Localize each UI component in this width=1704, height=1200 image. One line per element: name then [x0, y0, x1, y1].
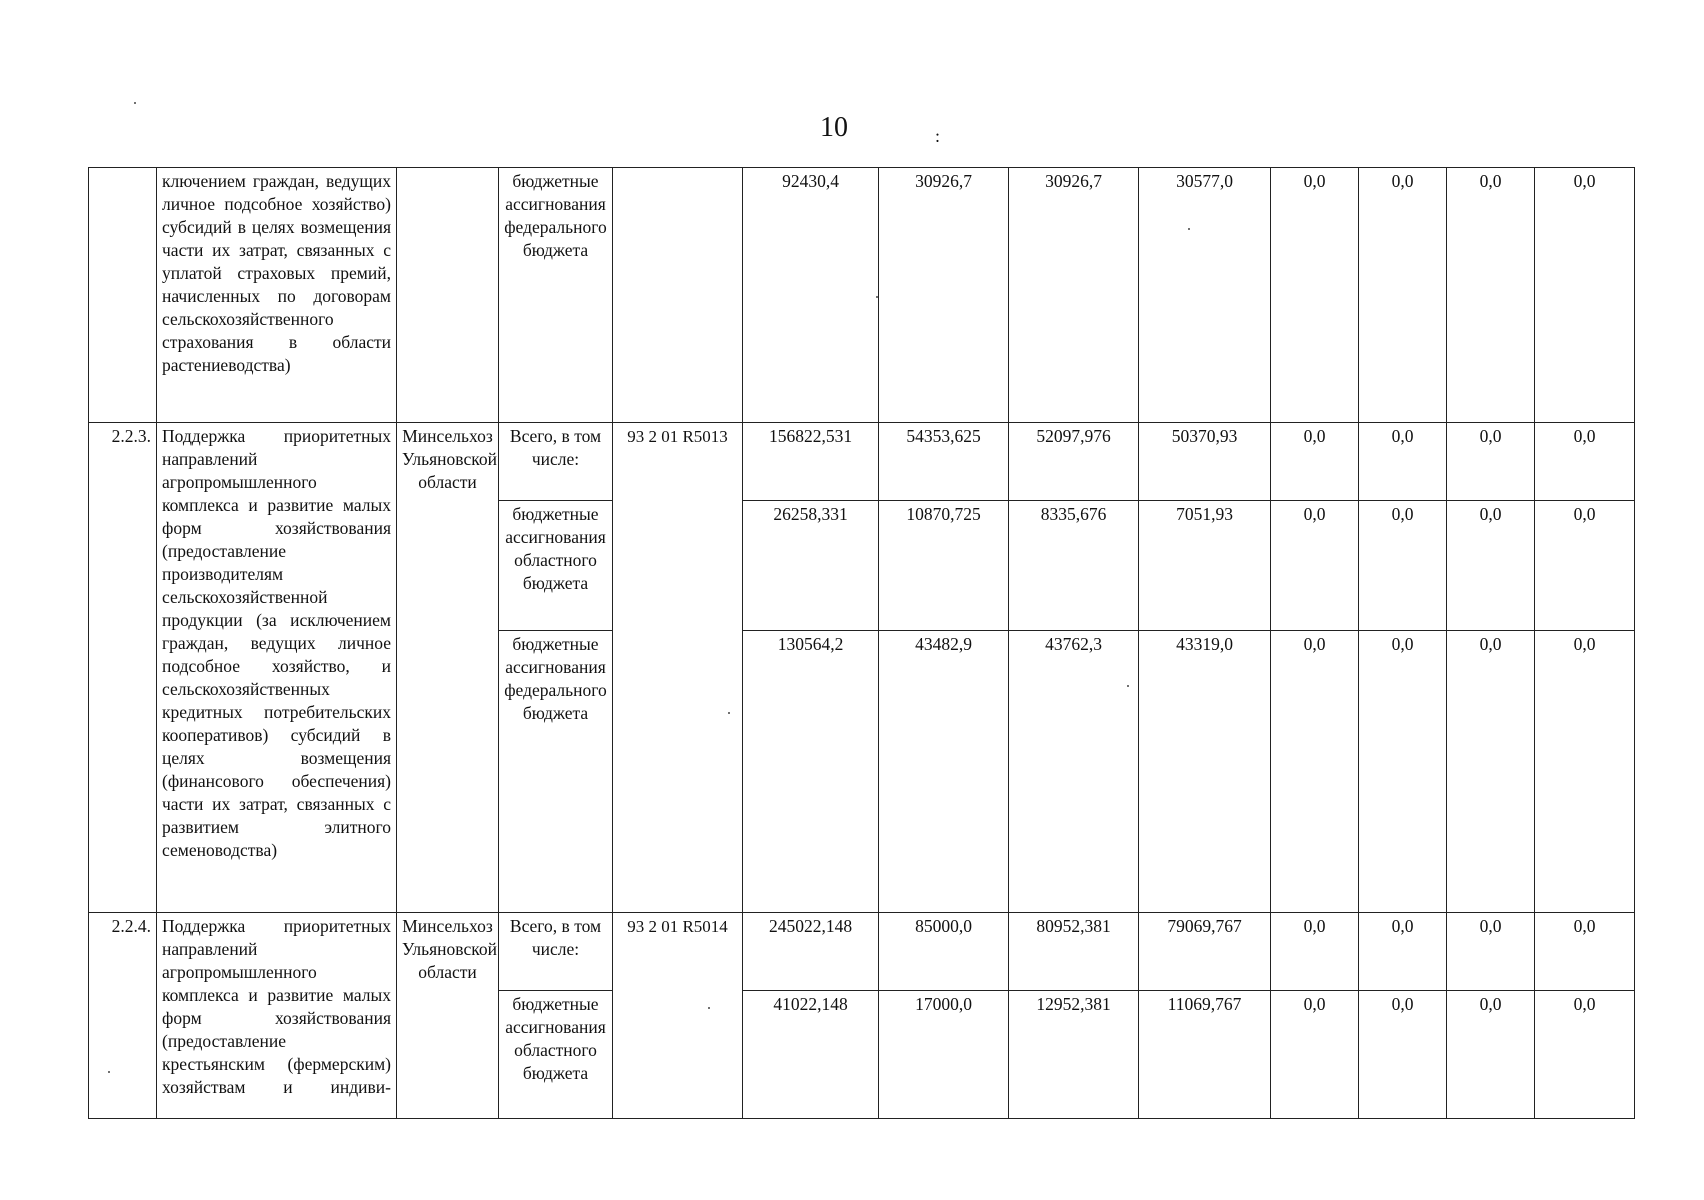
value-year-5: 0,0: [1359, 991, 1447, 1119]
funding-source: бюджетные ассигнования федерального бюджета: [499, 631, 613, 913]
value-total: 245022,148: [743, 913, 879, 991]
budget-code-cell: [613, 168, 743, 423]
value-year-2: 8335,676: [1009, 501, 1139, 631]
scan-mark: :: [935, 126, 941, 146]
value-total: 156822,531: [743, 423, 879, 501]
measure-description: ключением граждан, ведущих личное подсобное хозяйство) субсидий в целях возмещения части их затрат, связанных с уплатой страховых премий, начисленных по договорам сельскохозяйственного страхования в области растениеводства): [157, 168, 397, 423]
value-year-7: 0,0: [1535, 913, 1635, 991]
funding-source: бюджетные ассигнования областного бюджета: [499, 991, 613, 1119]
executor: Минсельхоз Ульяновской области: [397, 423, 499, 913]
value-year-4: 0,0: [1271, 501, 1359, 631]
budget-code: 93 2 01 R5013: [613, 423, 743, 913]
scan-speck: [134, 102, 136, 104]
value-year-5: 0,0: [1359, 168, 1447, 423]
value-year-7: 0,0: [1535, 168, 1635, 423]
value-year-4: 0,0: [1271, 631, 1359, 913]
value-year-1: 43482,9: [879, 631, 1009, 913]
value-year-2: 12952,381: [1009, 991, 1139, 1119]
value-year-6: 0,0: [1447, 168, 1535, 423]
value-year-6: 0,0: [1447, 913, 1535, 991]
budget-table: [88, 167, 1635, 1119]
value-year-6: 0,0: [1447, 423, 1535, 501]
value-year-1: 54353,625: [879, 423, 1009, 501]
value-year-7: 0,0: [1535, 423, 1635, 501]
value-year-2: 30926,7: [1009, 168, 1139, 423]
value-year-6: 0,0: [1447, 501, 1535, 631]
value-year-5: 0,0: [1359, 423, 1447, 501]
value-year-4: 0,0: [1271, 423, 1359, 501]
value-year-7: 0,0: [1535, 501, 1635, 631]
row-number: 2.2.3.: [89, 423, 157, 913]
value-year-7: 0,0: [1535, 631, 1635, 913]
value-year-2: 43762,3: [1009, 631, 1139, 913]
table-row: [89, 423, 1635, 501]
value-year-3: 50370,93: [1139, 423, 1271, 501]
value-year-6: 0,0: [1447, 631, 1535, 913]
value-year-4: 0,0: [1271, 913, 1359, 991]
value-year-3: 30577,0: [1139, 168, 1271, 423]
page-number: 10: [820, 112, 848, 143]
value-year-3: 7051,93: [1139, 501, 1271, 631]
value-total: 26258,331: [743, 501, 879, 631]
value-year-1: 30926,7: [879, 168, 1009, 423]
executor: Минсельхоз Ульяновской области: [397, 913, 499, 1119]
row-number: 2.2.4.: [89, 913, 157, 1119]
value-year-3: 43319,0: [1139, 631, 1271, 913]
value-year-1: 17000,0: [879, 991, 1009, 1119]
value-year-5: 0,0: [1359, 501, 1447, 631]
value-year-1: 10870,725: [879, 501, 1009, 631]
funding-source: бюджетные ассигнования областного бюджета: [499, 501, 613, 631]
value-total: 130564,2: [743, 631, 879, 913]
value-year-1: 85000,0: [879, 913, 1009, 991]
measure-description: Поддержка приоритетных направлений агропромышленного комплекса и развитие малых форм хозяйствования (предоставление крестьянским (фермерским) хозяйствам и индиви-: [157, 913, 397, 1119]
value-year-5: 0,0: [1359, 913, 1447, 991]
value-year-2: 52097,976: [1009, 423, 1139, 501]
value-year-3: 11069,767: [1139, 991, 1271, 1119]
value-year-4: 0,0: [1271, 991, 1359, 1119]
table-row: [89, 168, 1635, 423]
value-year-6: 0,0: [1447, 991, 1535, 1119]
budget-code: 93 2 01 R5014: [613, 913, 743, 1119]
value-total: 41022,148: [743, 991, 879, 1119]
funding-source: бюджетные ассигнования федерального бюджета: [499, 168, 613, 423]
table-row: [89, 913, 1635, 991]
funding-source: Всего, в том числе:: [499, 423, 613, 501]
executor-cell: [397, 168, 499, 423]
value-total: 92430,4: [743, 168, 879, 423]
value-year-7: 0,0: [1535, 991, 1635, 1119]
row-number-cell: [89, 168, 157, 423]
value-year-4: 0,0: [1271, 168, 1359, 423]
funding-source: Всего, в том числе:: [499, 913, 613, 991]
measure-description: Поддержка приоритетных направлений агропромышленного комплекса и развитие малых форм хозяйствования (предоставление производителям сельскохозяйственной продукции (за исключением граждан, ведущих личное подсобное хозяйство, и сельскохозяйственных кредитных потребительских кооперативов) субсидий в целях возмещения (финансового обеспечения) части их затрат, связанных с развитием элитного семеноводства): [157, 423, 397, 913]
value-year-5: 0,0: [1359, 631, 1447, 913]
value-year-2: 80952,381: [1009, 913, 1139, 991]
value-year-3: 79069,767: [1139, 913, 1271, 991]
